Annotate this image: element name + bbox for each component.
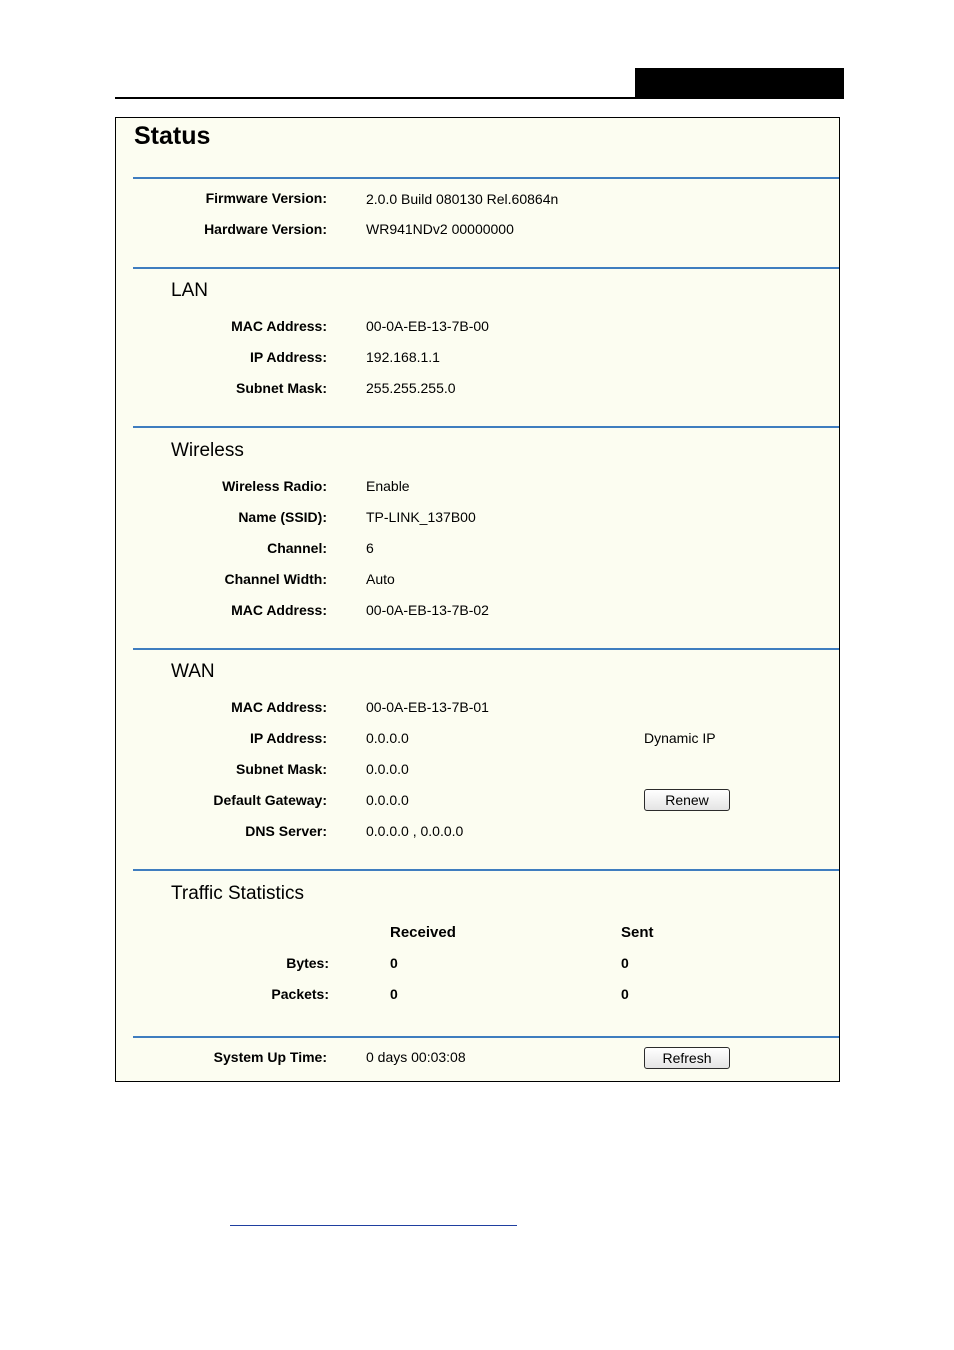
dns-label: DNS Server: [245, 823, 327, 839]
header-bar [635, 68, 844, 99]
status-panel [115, 117, 840, 1082]
lan-ip-label: IP Address: [249, 349, 327, 365]
hardware-label: Hardware Version: [204, 221, 327, 237]
wireless-radio-label: Wireless Radio: [222, 478, 327, 494]
bytes-received: 0 [390, 955, 398, 971]
channel-width-value: Auto [366, 571, 395, 587]
wan-subnet-label: Subnet Mask: [235, 761, 327, 777]
divider [133, 1036, 839, 1038]
lan-subnet-label: Subnet Mask: [235, 380, 327, 396]
dns-value: 0.0.0.0 , 0.0.0.0 [366, 823, 464, 839]
wan-ip-value: 0.0.0.0 [366, 730, 409, 746]
channel-value: 6 [366, 540, 374, 556]
channel-width-label: Channel Width: [224, 571, 327, 587]
bytes-label: Bytes: [286, 955, 329, 971]
packets-sent: 0 [621, 986, 629, 1002]
wan-heading: WAN [171, 661, 215, 682]
divider [133, 177, 839, 179]
link-underline[interactable] [230, 1225, 517, 1226]
bytes-sent: 0 [621, 955, 629, 971]
wan-ip-label: IP Address: [249, 730, 327, 746]
uptime-label: System Up Time: [213, 1049, 327, 1065]
wan-subnet-value: 0.0.0.0 [366, 761, 409, 777]
traffic-heading: Traffic Statistics [171, 883, 305, 904]
packets-label: Packets: [271, 986, 329, 1002]
header-line [115, 97, 844, 99]
lan-mac-value: 00-0A-EB-13-7B-00 [366, 318, 489, 334]
wan-connection-type: Dynamic IP [644, 730, 716, 746]
wireless-heading: Wireless [171, 440, 244, 461]
renew-button[interactable]: Renew [644, 789, 730, 811]
lan-ip-value: 192.168.1.1 [366, 349, 440, 365]
wireless-mac-label: MAC Address: [231, 602, 327, 618]
received-header: Received [390, 924, 456, 941]
divider [133, 869, 839, 871]
divider [133, 648, 839, 650]
page-title: Status [134, 122, 211, 150]
uptime-value: 0 days 00:03:08 [366, 1049, 466, 1065]
wan-mac-label: MAC Address: [231, 699, 327, 715]
firmware-value: 2.0.0 Build 080130 Rel.60864n [366, 191, 559, 207]
refresh-button[interactable]: Refresh [644, 1047, 730, 1069]
wireless-radio-value: Enable [366, 478, 410, 494]
wireless-mac-value: 00-0A-EB-13-7B-02 [366, 602, 489, 618]
hardware-value: WR941NDv2 00000000 [366, 221, 514, 237]
ssid-value: TP-LINK_137B00 [366, 509, 476, 525]
lan-mac-label: MAC Address: [231, 318, 327, 334]
lan-subnet-value: 255.255.255.0 [366, 380, 456, 396]
wan-mac-value: 00-0A-EB-13-7B-01 [366, 699, 489, 715]
wan-gateway-value: 0.0.0.0 [366, 792, 409, 808]
lan-heading: LAN [171, 280, 208, 301]
sent-header: Sent [621, 924, 654, 941]
firmware-label: Firmware Version: [205, 190, 327, 206]
packets-received: 0 [390, 986, 398, 1002]
wan-gateway-label: Default Gateway: [213, 792, 327, 808]
channel-label: Channel: [267, 540, 327, 556]
divider [133, 267, 839, 269]
ssid-label: Name (SSID): [238, 509, 327, 525]
divider [133, 426, 839, 428]
